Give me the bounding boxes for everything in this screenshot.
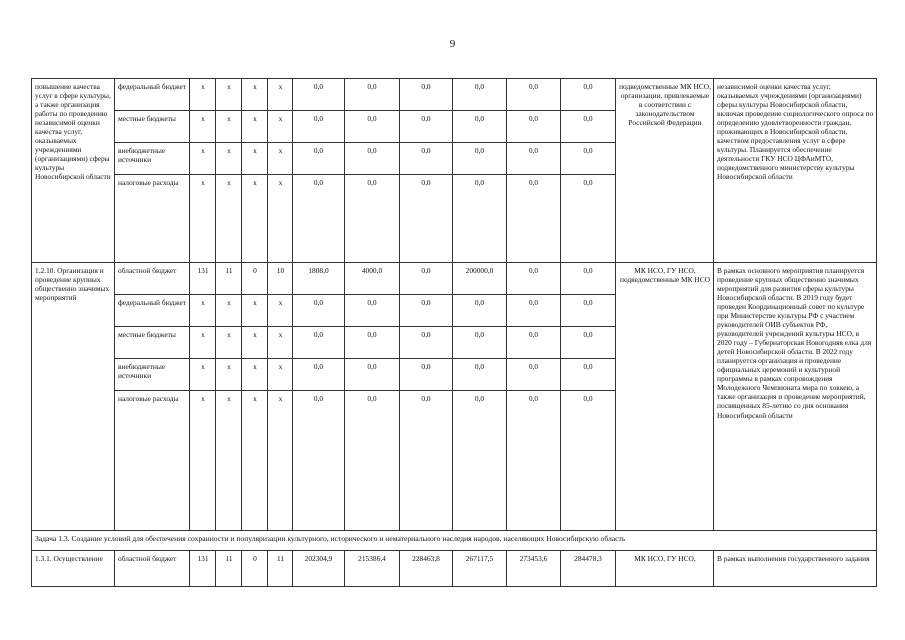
budget-code-cell: 11 — [268, 551, 293, 587]
budget-code-cell: x — [268, 391, 293, 531]
executors-cell: подведомственные МК НСО, организации, привлекаемые в соответствии с законодательством Российской Федерации — [616, 79, 714, 263]
amount-cell: 0,0 — [400, 175, 453, 263]
amount-cell: 0,0 — [507, 263, 561, 295]
measure-name-cell: 1.3.1. Осуществление — [32, 551, 115, 587]
amount-cell: 0,0 — [400, 111, 453, 143]
amount-cell: 0,0 — [293, 327, 345, 359]
table-row — [32, 79, 877, 111]
funding-source-cell: областной бюджет — [115, 551, 190, 587]
budget-code-cell: x — [268, 175, 293, 263]
budget-code-cell: x — [242, 295, 268, 327]
funding-source-cell: областной бюджет — [115, 263, 190, 295]
amount-cell: 0,0 — [561, 263, 616, 295]
amount-cell: 0,0 — [453, 359, 507, 391]
program-table — [31, 78, 877, 587]
budget-code-cell: x — [190, 175, 216, 263]
table-body — [32, 79, 877, 587]
page-number: 9 — [449, 38, 456, 50]
budget-code-cell: x — [268, 143, 293, 175]
budget-code-cell: x — [242, 79, 268, 111]
budget-code-cell: 0 — [242, 263, 268, 295]
amount-cell: 0,0 — [345, 327, 400, 359]
amount-cell: 0,0 — [345, 391, 400, 531]
budget-code-cell: 131 — [190, 551, 216, 587]
amount-cell: 0,0 — [507, 79, 561, 111]
amount-cell: 0,0 — [400, 79, 453, 111]
executors-cell: МК НСО, ГУ НСО, подведомственные МК НСО — [616, 263, 714, 531]
amount-cell: 0,0 — [293, 391, 345, 531]
amount-cell: 0,0 — [400, 295, 453, 327]
funding-source-cell: федеральный бюджет — [115, 295, 190, 327]
amount-cell: 0,0 — [400, 359, 453, 391]
amount-cell: 0,0 — [293, 359, 345, 391]
budget-code-cell: x — [242, 175, 268, 263]
amount-cell: 0,0 — [293, 111, 345, 143]
amount-cell: 0,0 — [453, 143, 507, 175]
budget-code-cell: 11 — [216, 263, 242, 295]
amount-cell: 0,0 — [400, 263, 453, 295]
amount-cell: 0,0 — [453, 391, 507, 531]
budget-code-cell: x — [242, 391, 268, 531]
executors-cell: МК НСО, ГУ НСО, — [616, 551, 714, 587]
budget-code-cell: x — [268, 79, 293, 111]
amount-cell: 0,0 — [400, 143, 453, 175]
table-row — [32, 551, 877, 587]
amount-cell: 0,0 — [507, 111, 561, 143]
funding-source-cell: внебюджетные источники — [115, 143, 190, 175]
funding-source-cell: налоговые расходы — [115, 175, 190, 263]
amount-cell: 0,0 — [293, 79, 345, 111]
amount-cell: 0,0 — [293, 143, 345, 175]
funding-source-cell: налоговые расходы — [115, 391, 190, 531]
amount-cell: 0,0 — [561, 295, 616, 327]
amount-cell: 0,0 — [453, 327, 507, 359]
amount-cell: 1808,0 — [293, 263, 345, 295]
amount-cell: 0,0 — [561, 79, 616, 111]
task-title-cell: Задача 1.3. Создание условий для обеспечения сохранности и популяризации культурного, исторического и нематериального наследия народов, населяющих Новосибирскую область — [32, 531, 877, 551]
task-row — [32, 531, 877, 551]
budget-code-cell: x — [216, 391, 242, 531]
budget-code-cell: x — [242, 143, 268, 175]
amount-cell: 0,0 — [453, 79, 507, 111]
expected-result-cell: независимой оценки качества услуг, оказываемых учреждениями (организациями) сферы культуры Новосибирской области, включая проведение социологического опроса по определению удовлетворенности граждан, проживающих в Новосибирской области, качеством предоставления услуг в сфере культуры. Планируется обеспечение деятельности ГКУ НСО ЦФАиМТО, подведомственного министерству культуры Новосибирской области — [714, 79, 877, 263]
amount-cell: 0,0 — [345, 359, 400, 391]
amount-cell: 0,0 — [507, 295, 561, 327]
amount-cell: 0,0 — [507, 359, 561, 391]
amount-cell: 0,0 — [561, 175, 616, 263]
table-row — [32, 263, 877, 295]
amount-cell: 284478,3 — [561, 551, 616, 587]
amount-cell: 273453,6 — [507, 551, 561, 587]
budget-code-cell: x — [268, 111, 293, 143]
budget-code-cell: x — [216, 175, 242, 263]
budget-code-cell: x — [190, 79, 216, 111]
amount-cell: 202304,9 — [293, 551, 345, 587]
amount-cell: 0,0 — [561, 391, 616, 531]
budget-code-cell: x — [190, 391, 216, 531]
amount-cell: 0,0 — [507, 175, 561, 263]
funding-source-cell: внебюджетные источники — [115, 359, 190, 391]
amount-cell: 4000,0 — [345, 263, 400, 295]
amount-cell: 0,0 — [561, 327, 616, 359]
budget-code-cell: x — [190, 111, 216, 143]
budget-code-cell: x — [268, 359, 293, 391]
budget-code-cell: 10 — [268, 263, 293, 295]
budget-code-cell: x — [242, 327, 268, 359]
measure-name-cell: повышение качества услуг в сфере культуры, а также организация работы по проведению независимой оценки качества услуг, оказываемых учреждениями (организациями) сферы культуры Новосибирской области — [32, 79, 115, 263]
amount-cell: 0,0 — [453, 295, 507, 327]
funding-source-cell: федеральный бюджет — [115, 79, 190, 111]
amount-cell: 228463,8 — [400, 551, 453, 587]
budget-code-cell: x — [216, 295, 242, 327]
amount-cell: 0,0 — [345, 175, 400, 263]
budget-code-cell: x — [190, 143, 216, 175]
budget-code-cell: x — [216, 359, 242, 391]
expected-result-cell: В рамках основного мероприятия планируется проведение крупных общественно значимых мероприятий для развития сферы культуры Новосибирской области. В 2019 году будет проведен Координационный совет по культуре при Министерстве культуры РФ с участием руководителей ОИВ субъектов РФ, руководителей учреждений культуры НСО, в 2020 году – Губернаторская Новогодняя елка для детей Новосибирской области. В 2022 году планируется организация и проведение официальных церемоний и культурной программы в рамках сопровождения Молодежного Чемпионата мира по хоккею, а также организация и проведение мероприятий, посвященных 85-летию со дня основания Новосибирской области — [714, 263, 877, 531]
budget-code-cell: x — [242, 111, 268, 143]
budget-code-cell: x — [268, 295, 293, 327]
amount-cell: 0,0 — [345, 143, 400, 175]
amount-cell: 0,0 — [345, 111, 400, 143]
amount-cell: 267117,5 — [453, 551, 507, 587]
amount-cell: 0,0 — [453, 175, 507, 263]
budget-code-cell: 0 — [242, 551, 268, 587]
measure-name-cell: 1.2.10. Организация и проведение крупных общественно значимых мероприятий — [32, 263, 115, 531]
expected-result-cell: В рамках выполнения государственного задания — [714, 551, 877, 587]
amount-cell: 215386,4 — [345, 551, 400, 587]
amount-cell: 0,0 — [507, 143, 561, 175]
budget-code-cell: x — [190, 295, 216, 327]
amount-cell: 0,0 — [561, 359, 616, 391]
amount-cell: 0,0 — [345, 79, 400, 111]
budget-code-cell: x — [216, 143, 242, 175]
budget-code-cell: x — [268, 327, 293, 359]
funding-source-cell: местные бюджеты — [115, 111, 190, 143]
budget-code-cell: 131 — [190, 263, 216, 295]
budget-code-cell: x — [242, 359, 268, 391]
amount-cell: 0,0 — [561, 111, 616, 143]
amount-cell: 0,0 — [507, 391, 561, 531]
budget-code-cell: x — [216, 327, 242, 359]
amount-cell: 0,0 — [293, 175, 345, 263]
amount-cell: 0,0 — [345, 295, 400, 327]
amount-cell: 0,0 — [293, 295, 345, 327]
amount-cell: 0,0 — [400, 391, 453, 531]
funding-source-cell: местные бюджеты — [115, 327, 190, 359]
amount-cell: 0,0 — [507, 327, 561, 359]
budget-code-cell: x — [216, 79, 242, 111]
budget-code-cell: x — [216, 111, 242, 143]
amount-cell: 200000,0 — [453, 263, 507, 295]
budget-code-cell: x — [190, 327, 216, 359]
budget-code-cell: 11 — [216, 551, 242, 587]
amount-cell: 0,0 — [400, 327, 453, 359]
budget-code-cell: x — [190, 359, 216, 391]
amount-cell: 0,0 — [561, 143, 616, 175]
amount-cell: 0,0 — [453, 111, 507, 143]
